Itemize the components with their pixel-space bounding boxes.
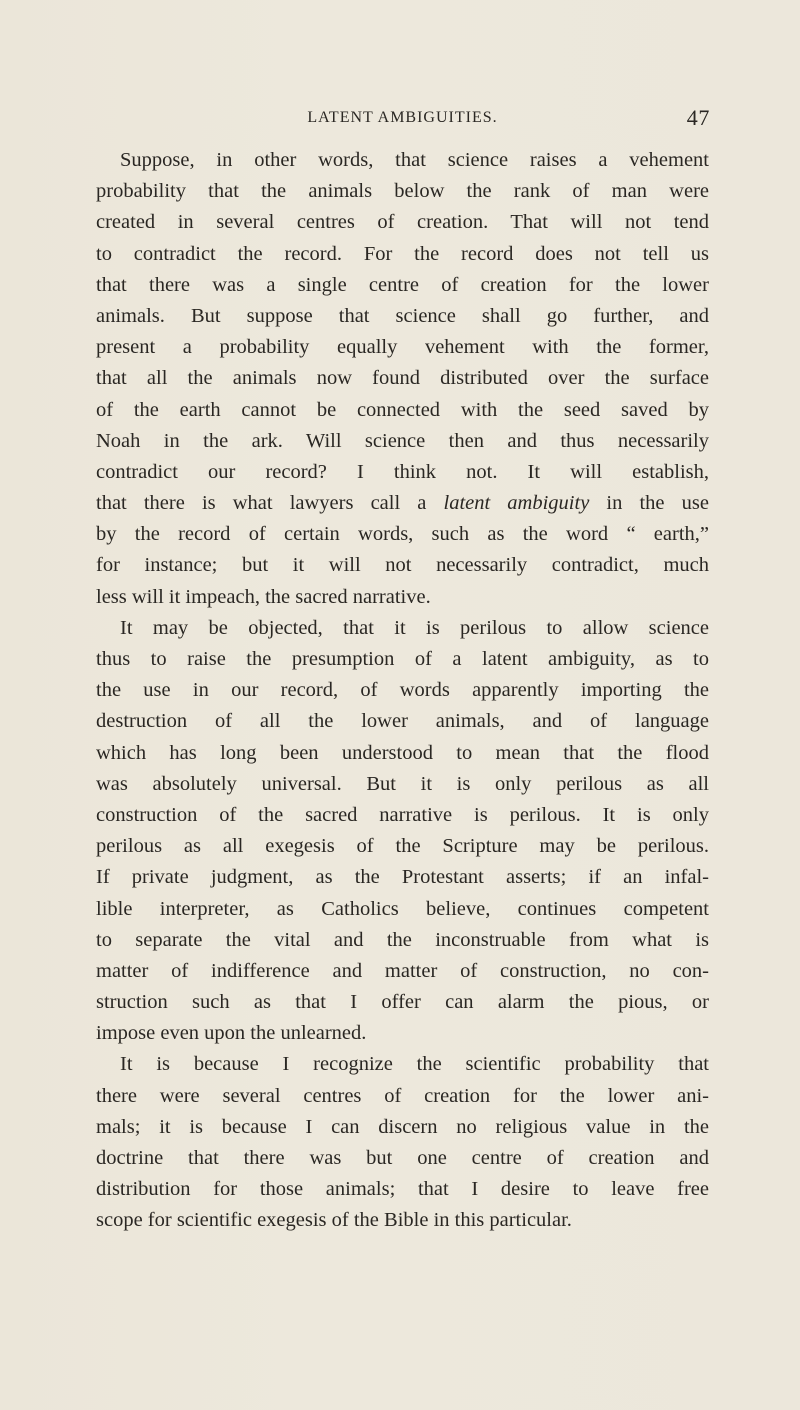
text-line: Noah in the ark. Will science then and thus necessarily bbox=[96, 429, 709, 452]
text-line: created in several centres of creation. That will not tend bbox=[96, 211, 709, 234]
text-line: It is because I recognize the scientific probability that bbox=[120, 1053, 709, 1076]
text-line: Suppose, in other words, that science raises a vehement bbox=[120, 149, 709, 171]
text-line: for instance; but it will not necessarily contradict, much bbox=[96, 554, 709, 577]
text-line: struction such as that I offer can alarm the pious, or bbox=[96, 991, 709, 1014]
text-line: It may be objected, that it is perilous to allow science bbox=[120, 616, 709, 639]
text-line: doctrine that there was but one centre of creation and bbox=[96, 1147, 709, 1169]
text-line: thus to raise the presumption of a latent ambiguity, as to bbox=[96, 648, 709, 670]
text-line: perilous as all exegesis of the Scripture may be perilous. bbox=[96, 835, 709, 858]
text-line: less will it impeach, the sacred narrative. bbox=[96, 585, 431, 608]
text-line: destruction of all the lower animals, and of language bbox=[96, 710, 709, 733]
text-line: that there was a single centre of creation for the lower bbox=[96, 273, 709, 296]
text-line: contradict our record? I think not. It will establish, bbox=[96, 460, 709, 483]
running-title: LATENT AMBIGUITIES. bbox=[307, 109, 498, 126]
text-line: was absolutely universal. But it is only perilous as all bbox=[96, 772, 709, 795]
text-line: of the earth cannot be connected with the seed saved by bbox=[96, 398, 709, 421]
text-line: there were several centres of creation for the lower ani- bbox=[96, 1084, 709, 1107]
text-line: probability that the animals below the rank of man were bbox=[96, 180, 709, 203]
text-line: mals; it is because I can discern no religious value in the bbox=[96, 1115, 709, 1138]
text-line: present a probability equally vehement with the former, bbox=[96, 336, 709, 359]
text-line: animals. But suppose that science shall go further, and bbox=[96, 304, 709, 327]
text-line: by the record of certain words, such as the word “ earth,” bbox=[96, 523, 709, 546]
page-number: 47 bbox=[686, 105, 710, 130]
text-line: construction of the sacred narrative is perilous. It is only bbox=[96, 803, 709, 826]
text-line: matter of indifference and matter of construction, no con- bbox=[96, 959, 709, 982]
running-head bbox=[95, 100, 710, 136]
text-line: that all the animals now found distributed over the surface bbox=[96, 367, 709, 390]
text-line: which has long been understood to mean that the flood bbox=[96, 741, 709, 764]
text-line: scope for scientific exegesis of the Bible in this particular. bbox=[96, 1209, 572, 1232]
text-line: to contradict the record. For the record does not tell us bbox=[96, 242, 709, 265]
text-line: that there is what lawyers call a latent ambiguity in the use bbox=[96, 492, 709, 515]
italic-term: latent ambiguity bbox=[443, 492, 590, 515]
text-line: lible interpreter, as Catholics believe, continues competent bbox=[96, 897, 709, 920]
text-line: If private judgment, as the Protestant asserts; if an infal- bbox=[96, 866, 709, 889]
text-line: distribution for those animals; that I desire to leave free bbox=[96, 1178, 709, 1201]
text-line: to separate the vital and the inconstruable from what is bbox=[96, 928, 709, 951]
text-line: impose even upon the unlearned. bbox=[96, 1022, 367, 1045]
text-line: the use in our record, of words apparently importing the bbox=[96, 679, 709, 702]
body-text bbox=[96, 145, 709, 1237]
